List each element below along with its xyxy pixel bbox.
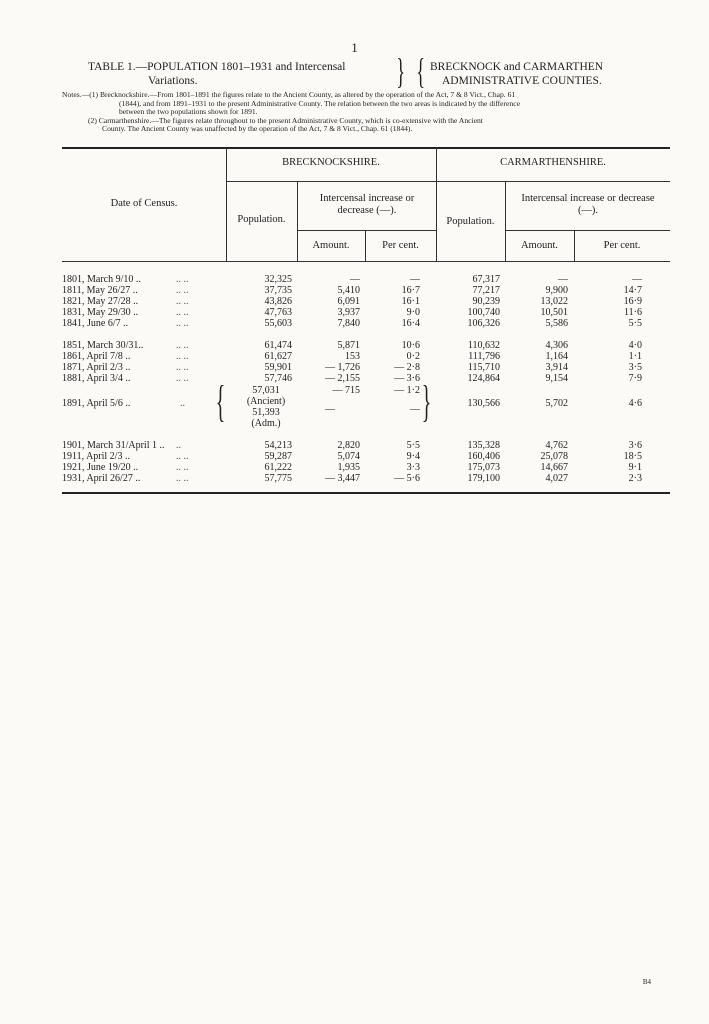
b-amount: 3,937: [337, 307, 360, 318]
c-population: 67,317: [472, 274, 500, 285]
b-percent-1891-dash: —: [410, 404, 420, 415]
c-amount: —: [558, 274, 568, 285]
pop-ancient-label: (Ancient): [246, 396, 286, 407]
b-percent: — 3·6: [394, 373, 420, 384]
row-date: 1841, June 6/7 ..: [62, 318, 129, 329]
c-amount: 13,022: [540, 296, 568, 307]
row-date: 1881, April 3/4 ..: [62, 373, 131, 384]
c-percent: 3·5: [628, 362, 642, 373]
right-brace-icon: }: [396, 51, 405, 91]
row-date: 1811, May 26/27 ..: [62, 285, 138, 296]
c-population: 100,740: [467, 307, 500, 318]
header-b-population: Population.: [237, 214, 286, 225]
b-percent-1891: — 1·2: [394, 385, 420, 396]
b-percent: — 5·6: [394, 473, 420, 484]
b-amount-1891-dash: —: [325, 404, 335, 415]
notes: [62, 91, 682, 134]
header-b-intercensal: Intercensal increase or decrease (—).: [319, 193, 415, 216]
row-dots: .. ..: [176, 351, 189, 362]
c-percent: 16·9: [623, 296, 642, 307]
left-brace-icon: {: [416, 51, 425, 91]
b-population: 47,763: [264, 307, 292, 318]
b-percent: 16·1: [401, 296, 420, 307]
header-rule-1: [226, 181, 670, 182]
note-2-line-a: (2) Carmarthenshire.—The figures relate throughout to the present Administrative County, which is co-extensive with the Ancient: [88, 115, 483, 125]
c-percent-1891: 4·6: [628, 398, 642, 409]
b-amount: — 2,155: [325, 373, 360, 384]
row-dots: .. ..: [176, 296, 189, 307]
c-amount: 5,586: [545, 318, 568, 329]
header-carmarthenshire: CARMARTHENSHIRE.: [500, 157, 606, 168]
row-dots: ..: [180, 398, 185, 409]
c-percent: 7·9: [628, 373, 642, 384]
b-population: 54,213: [264, 440, 292, 451]
note-1-line-c: between the two populations shown for 1891.: [119, 107, 258, 117]
b-amount-1891: — 715: [332, 385, 360, 396]
row-date: 1831, May 29/30 ..: [62, 307, 139, 318]
c-amount: 25,078: [540, 451, 568, 462]
b-percent: 5·5: [406, 440, 420, 451]
c-percent: 5·5: [628, 318, 642, 329]
b-amount: 5,074: [337, 451, 360, 462]
c-percent: 18·5: [623, 451, 642, 462]
c-population: 175,073: [467, 462, 500, 473]
c-percent: 9·1: [628, 462, 642, 473]
c-amount: 4,762: [545, 440, 568, 451]
c-percent: 4·0: [628, 340, 642, 351]
c-amount-1891: 5,702: [545, 398, 568, 409]
pop-ancient: 57,031: [252, 385, 280, 396]
c-amount: 1,164: [545, 351, 568, 362]
header-b-percent: Per cent.: [382, 240, 419, 251]
row-dots: .. ..: [176, 307, 189, 318]
b-amount: 153: [345, 351, 360, 362]
b-population: 32,325: [264, 274, 292, 285]
c-amount: 3,914: [545, 362, 568, 373]
pop-adm-label: (Adm.): [251, 418, 281, 429]
row-date: 1861, April 7/8 ..: [62, 351, 131, 362]
c-amount: 14,667: [540, 462, 568, 473]
page-number: 1: [351, 40, 358, 55]
table-top-rule: [62, 147, 670, 149]
b-percent: —: [410, 274, 420, 285]
row-date: 1921, June 19/20 ..: [62, 462, 139, 473]
b-percent: — 2·8: [394, 362, 420, 373]
note-2-line-b: County. The Ancient County was unaffected by the operation of the Act, 7 & 8 Vict., Chap. 61 (1844).: [102, 124, 413, 134]
b-amount: 1,935: [337, 462, 360, 473]
header-bottom-rule: [62, 261, 670, 262]
header-b-amount: Amount.: [312, 240, 350, 251]
title-line-1: TABLE 1.—POPULATION 1801–1931 and Intercensal: [88, 61, 346, 73]
header-brecknockshire: BRECKNOCKSHIRE.: [282, 157, 380, 168]
b-amount: 7,840: [337, 318, 360, 329]
row-date: 1821, May 27/28 ..: [62, 296, 139, 307]
c-population: 90,239: [472, 296, 500, 307]
b-population: 59,287: [264, 451, 292, 462]
b-population: 57,746: [264, 373, 292, 384]
row-dots: .. ..: [176, 373, 189, 384]
c-population: 111,796: [468, 351, 500, 362]
row-dots: .. ..: [176, 285, 189, 296]
c-population: 179,100: [467, 473, 500, 484]
pop-adm: 51,393: [252, 407, 280, 418]
row-dots: .. ..: [176, 274, 189, 285]
row-date: 1801, March 9/10 ..: [62, 274, 141, 285]
b-population: 61,222: [264, 462, 292, 473]
table-bottom-rule: [62, 492, 670, 494]
c-percent: 11·6: [624, 307, 642, 318]
b-population: 61,474: [264, 340, 292, 351]
b-percent: 9·4: [406, 451, 420, 462]
b-amount: 5,871: [337, 340, 360, 351]
b-population: 61,627: [264, 351, 292, 362]
b-population: 57,775: [264, 473, 292, 484]
c-population: 110,632: [467, 340, 500, 351]
b-amount: 2,820: [337, 440, 360, 451]
b-population: 37,735: [264, 285, 292, 296]
note-1-line-a: Notes.—(1) Brecknockshire.—From 1801–1891 the figures relate to the Ancient County, as altered by the operation of the Act, 7 & 8 Vict., Chap. 61: [62, 90, 516, 99]
c-percent: 3·6: [628, 440, 642, 451]
table-title-right: [430, 60, 603, 88]
header-c-population: Population.: [446, 216, 495, 227]
b-percent: 16·4: [401, 318, 420, 329]
right-brace-icon: }: [421, 377, 432, 426]
row-dots: ..: [176, 440, 181, 451]
header-date: Date of Census.: [110, 198, 178, 209]
b-population: 55,603: [264, 318, 292, 329]
c-population: 135,328: [467, 440, 500, 451]
c-population: 77,217: [472, 285, 500, 296]
b-population: 43,826: [264, 296, 292, 307]
title-right-line-1: BRECKNOCK and CARMARTHEN: [430, 61, 604, 73]
row-dots: .. ..: [176, 462, 189, 473]
c-population: 106,326: [467, 318, 500, 329]
header-c-intercensal: Intercensal increase or decrease (—).: [521, 193, 655, 216]
b-amount: 6,091: [337, 296, 360, 307]
c-population-1891: 130,566: [467, 398, 500, 409]
b-amount: — 3,447: [325, 473, 360, 484]
header-c-amount: Amount.: [520, 240, 559, 251]
b-percent: 16·7: [401, 285, 420, 296]
b-percent: 10·6: [401, 340, 420, 351]
c-percent: 1·1: [628, 351, 642, 362]
b-percent: 3·3: [406, 462, 420, 473]
table-title-left: [88, 60, 345, 88]
b-population: 59,901: [264, 362, 292, 373]
row-date: 1931, April 26/27 ..: [62, 473, 141, 484]
c-percent: 2·3: [628, 473, 642, 484]
row-dots: .. ..: [176, 340, 189, 351]
row-dots: .. ..: [176, 451, 189, 462]
row-dots: .. ..: [176, 318, 189, 329]
row-dots: .. ..: [176, 362, 189, 373]
row-date: 1901, March 31/April 1 ..: [62, 440, 165, 451]
c-percent: —: [632, 274, 642, 285]
c-amount: 9,900: [545, 285, 568, 296]
c-population: 115,710: [467, 362, 500, 373]
signature-mark: B4: [642, 978, 651, 986]
c-amount: 4,306: [545, 340, 568, 351]
header-rule-2-b: [297, 230, 437, 231]
b-amount: — 1,726: [325, 362, 360, 373]
c-percent: 14·7: [623, 285, 642, 296]
b-percent: 9·0: [406, 307, 420, 318]
c-amount: 10,501: [540, 307, 568, 318]
title-line-2: Variations.: [148, 75, 198, 87]
note-1-line-b: (1844), and from 1891–1931 to the present Administrative County. The relation between the two areas is indicated by the difference: [119, 98, 520, 108]
row-date: 1891, April 5/6 ..: [62, 398, 131, 409]
header-c-percent: Per cent.: [603, 240, 641, 251]
b-amount: —: [350, 274, 360, 285]
c-amount: 9,154: [545, 373, 568, 384]
b-percent: 0·2: [406, 351, 420, 362]
title-right-line-2: ADMINISTRATIVE COUNTIES.: [442, 75, 602, 87]
c-amount: 4,027: [545, 473, 568, 484]
b-amount: 5,410: [337, 285, 360, 296]
row-date: 1871, April 2/3 ..: [62, 362, 131, 373]
left-brace-icon: {: [215, 377, 226, 426]
c-population: 124,864: [467, 373, 500, 384]
row-date: 1911, April 2/3 ..: [62, 451, 130, 462]
c-population: 160,406: [467, 451, 500, 462]
row-dots: .. ..: [176, 473, 189, 484]
row-date: 1851, March 30/31..: [62, 340, 144, 351]
header-rule-2-c: [505, 230, 670, 231]
